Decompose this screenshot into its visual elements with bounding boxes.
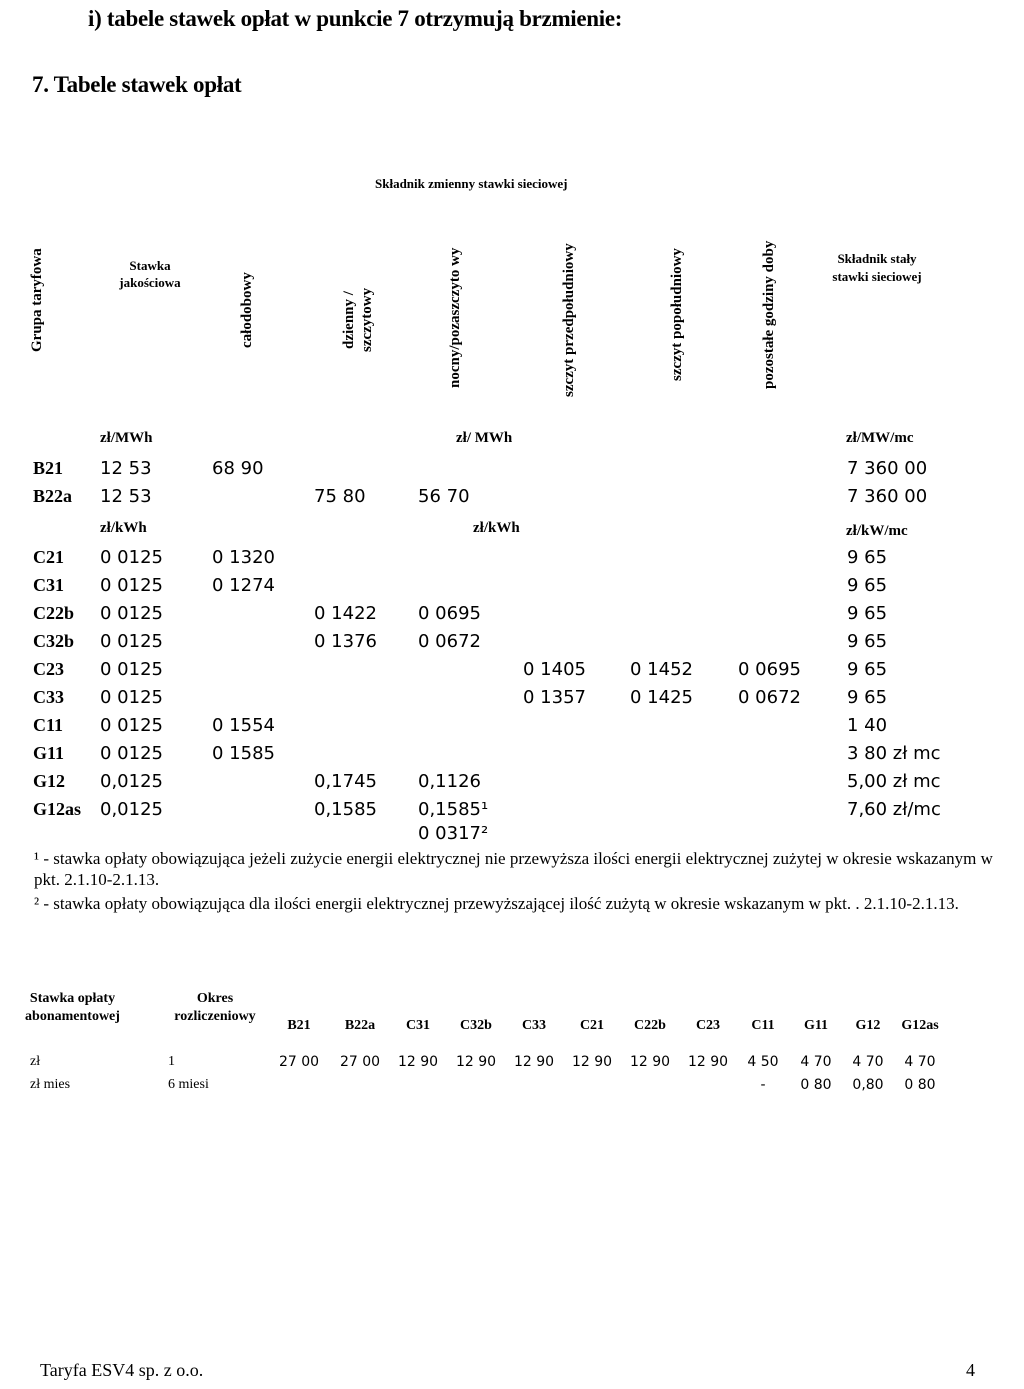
rate-cell-fixed: 9 65	[847, 575, 888, 596]
rate-cell-allday: 0 1320	[212, 547, 275, 568]
col-header-fixed: Składnik stały stawki sieciowej	[832, 251, 922, 284]
sub-value: 12 90	[571, 1054, 613, 1070]
rate-cell-fixed: 3 80 zł mc	[847, 743, 941, 764]
sub-group-header: C22b	[634, 1018, 666, 1033]
sub-value: 0,80	[852, 1077, 884, 1093]
sub-value: 12 90	[513, 1054, 555, 1070]
unit-variable-kwh: zł/kWh	[473, 520, 520, 536]
col-header-group: Grupa taryfowa	[29, 248, 45, 352]
sub-group-header: C31	[405, 1018, 431, 1033]
rate-cell-group: C23	[33, 659, 64, 679]
rate-cell-fixed: 9 65	[847, 659, 888, 680]
rate-cell-quality: 0 0125	[100, 743, 163, 764]
rate-cell-day: 0 1422	[314, 603, 377, 624]
sub-group-header: G11	[803, 1018, 829, 1033]
sub-value: 27 00	[278, 1054, 320, 1070]
sub-group-header: G12	[855, 1018, 881, 1033]
rate-cell-group: C33	[33, 687, 64, 707]
sub-value: 0 80	[800, 1077, 832, 1093]
rate-cell-fixed: 9 65	[847, 631, 888, 652]
sub-value: 4 50	[747, 1054, 779, 1070]
rate-cell-group: B22a	[33, 486, 73, 506]
col-header-allday: całodobowy	[239, 272, 255, 348]
rate-cell-group: C32b	[33, 631, 75, 651]
unit-fixed-kw: zł/kW/mc	[846, 523, 908, 539]
rate-cell-fixed: 9 65	[847, 603, 888, 624]
rate-cell-fixed: 9 65	[847, 547, 888, 568]
rate-cell-quality: 12 53	[100, 486, 152, 507]
footnote-2: ² - stawka opłaty obowiązująca dla ilości energii elektrycznej przewyższającej ilość zużytą w okresie wskazanym w pkt. . 2.1.10-2.1.13.	[34, 894, 959, 913]
sub-value: 4 70	[800, 1054, 832, 1070]
rate-cell-night: 0 0672	[418, 631, 481, 652]
rate-cell-quality: 0 0125	[100, 547, 163, 568]
rate-cell-group: G12	[33, 771, 66, 791]
rate-cell-quality: 0 0125	[100, 715, 163, 736]
rate-cell-quality: 0 0125	[100, 659, 163, 680]
sub-value: -	[760, 1077, 766, 1093]
rate-cell-allday: 68 90	[212, 458, 264, 479]
sub-value: 12 90	[687, 1054, 729, 1070]
sub-value: 4 70	[852, 1054, 884, 1070]
footnote-1: ¹ - stawka opłaty obowiązująca jeżeli zużycie energii elektrycznej nie przewyższa ilości energii elektrycznej zużytej w okresie wskazanym w pkt. 2.1.10-2.1.13.	[34, 849, 993, 889]
col-header-quality: Stawka jakościowa	[119, 258, 181, 290]
rate-cell-group: C11	[33, 715, 64, 735]
rate-cell-group: B21	[33, 458, 64, 478]
sub-header-period: Okres rozliczeniowy	[174, 991, 256, 1024]
col-header-remaining: pozostałe godziny doby	[761, 240, 777, 389]
footer-page: 4	[966, 1360, 975, 1380]
rate-cell-group: C31	[33, 575, 64, 595]
unit-quality-mwh: zł/MWh	[100, 430, 153, 446]
section-title: 7. Tabele stawek opłat	[32, 72, 242, 97]
rate-cell-group: C22b	[33, 603, 75, 623]
rate-cell-night: 0 0695	[418, 603, 481, 624]
rate-cell-fixed: 7,60 zł/mc	[847, 799, 941, 820]
sub-row-unit: zł	[30, 1054, 41, 1069]
rate-cell-day: 0 1376	[314, 631, 377, 652]
col-header-night: nocny/pozaszczyto wy	[447, 247, 463, 389]
rate-cell-fixed: 7 360 00	[847, 458, 928, 479]
rate-cell-fixed: 1 40	[847, 715, 888, 736]
rate-cell-rest: 0 0672	[738, 687, 801, 708]
rate-cell-quality: 0 0125	[100, 687, 163, 708]
sub-group-header: C21	[579, 1018, 605, 1033]
sub-row-period: 6 miesi	[168, 1077, 209, 1092]
intro-line: i) tabele stawek opłat w punkcie 7 otrzymują brzmienie:	[88, 6, 623, 31]
rate-cell-quality: 0 0125	[100, 631, 163, 652]
rate-cell-rest: 0 0695	[738, 659, 801, 680]
sub-group-header: C33	[521, 1018, 547, 1033]
rate-cell-night: 0,1585¹	[418, 799, 489, 820]
col-header-afternoon-peak: szczyt popołudniowy	[669, 248, 685, 382]
rate-cell-morning: 0 1357	[523, 687, 586, 708]
unit-variable-mwh: zł/ MWh	[456, 430, 513, 446]
rate-cell-quality: 0,0125	[100, 799, 163, 820]
rate-cell-day: 0,1745	[314, 771, 377, 792]
sub-header-rate: Stawka opłaty abonamentowej	[25, 991, 120, 1024]
rate-cell-group: G12as	[33, 799, 82, 819]
sub-value: 12 90	[397, 1054, 439, 1070]
rate-cell-group: G11	[33, 743, 65, 763]
rate-cell-quality: 0 0125	[100, 603, 163, 624]
sub-value: 12 90	[629, 1054, 671, 1070]
sub-row-period: 1	[168, 1054, 175, 1069]
rate-cell-fixed: 7 360 00	[847, 486, 928, 507]
rate-cell-allday: 0 1585	[212, 743, 275, 764]
variable-component-header: Składnik zmienny stawki sieciowej	[375, 176, 568, 191]
sub-row-unit: zł mies	[30, 1077, 71, 1092]
sub-group-header: C11	[751, 1018, 775, 1033]
rate-cell-fixed: 5,00 zł mc	[847, 771, 941, 792]
sub-group-header: B21	[287, 1018, 311, 1033]
rate-cell-day: 75 80	[314, 486, 366, 507]
sub-value: 0 80	[904, 1077, 936, 1093]
rate-cell-day: 0,1585	[314, 799, 377, 820]
rate-cell-night: 56 70	[418, 486, 470, 507]
col-header-morning-peak: szczyt przedpołudniowy	[561, 243, 577, 397]
rate-cell-allday: 0 1274	[212, 575, 275, 596]
sub-value: 12 90	[455, 1054, 497, 1070]
rate-cell-quality: 0,0125	[100, 771, 163, 792]
rate-cell-group: C21	[33, 547, 64, 567]
rate-cell-afternoon: 0 1452	[630, 659, 693, 680]
sub-group-header: C23	[695, 1018, 721, 1033]
rate-cell-afternoon: 0 1425	[630, 687, 693, 708]
unit-quality-kwh: zł/kWh	[100, 520, 147, 536]
rate-cell-morning: 0 1405	[523, 659, 586, 680]
footer-company: Taryfa ESV4 sp. z o.o.	[40, 1360, 204, 1380]
col-header-day-peak: dzienny / szczytowy	[341, 287, 375, 353]
sub-group-header: C32b	[460, 1018, 492, 1033]
rate-cell-quality: 12 53	[100, 458, 152, 479]
rate-cell-fixed: 9 65	[847, 687, 888, 708]
rate-cell-night: 0,1126	[418, 771, 481, 792]
sub-group-header: G12as	[901, 1018, 939, 1033]
extra-night-value: 0 0317²	[418, 823, 489, 844]
rate-cell-allday: 0 1554	[212, 715, 275, 736]
sub-value: 4 70	[904, 1054, 936, 1070]
sub-value: 27 00	[339, 1054, 381, 1070]
unit-fixed-mw: zł/MW/mc	[846, 430, 914, 446]
sub-group-header: B22a	[344, 1018, 376, 1033]
rate-cell-quality: 0 0125	[100, 575, 163, 596]
